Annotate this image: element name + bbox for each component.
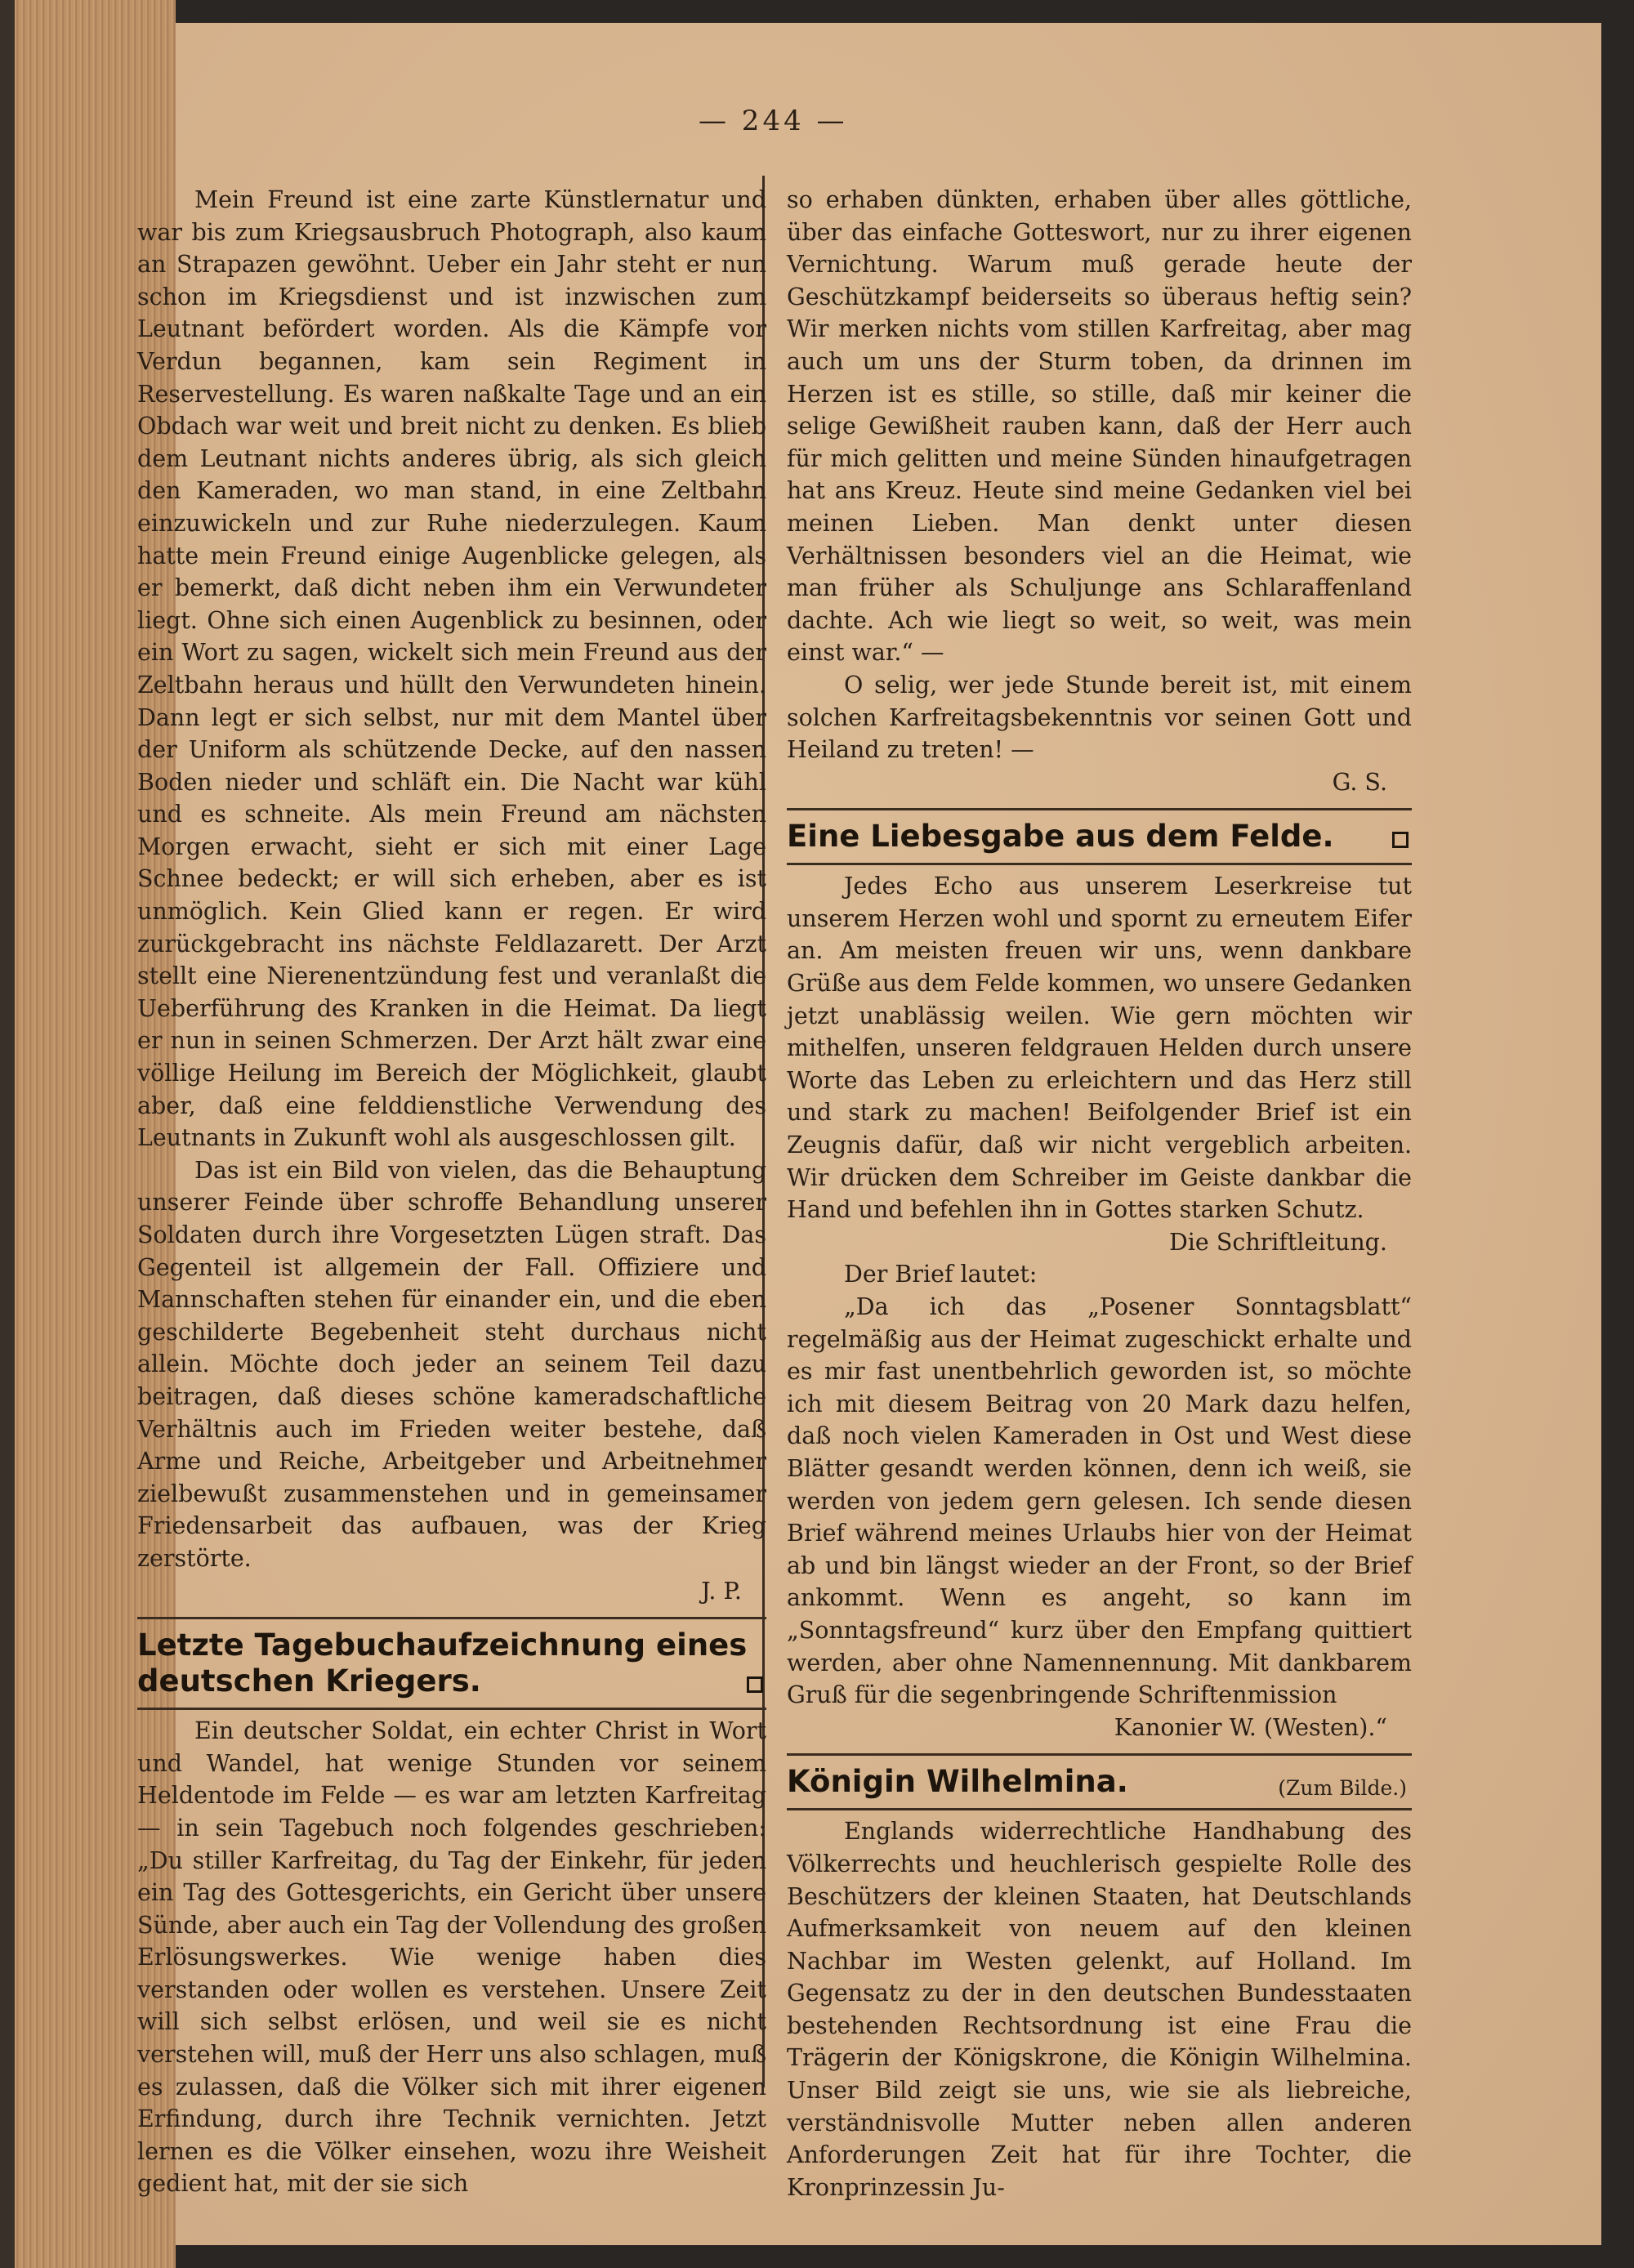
queen-paragraph: Englands widerrechtliche Handhabung des Völkerrechts und heuchlerisch gespielte Rolle des Beschützers der kleinen Staaten, hat Deutschlands Aufmerksamkeit von neuem auf den kleinen Nachbar im Westen gelenkt, auf Holland. Im Gegensatz zu der in den deutschen Bundesstaaten bestehenden Rechtsordnung ist eine Frau die Trägerin der Königskrone, die Königin Wilhelmina. Unser Bild zeigt sie uns, wie sie als liebreiche, verständnisvolle Mutter neben allen anderen Anforderungen Zeit hat für ihre Tochter, die Kronprinzessin Ju- — [787, 1818, 1412, 2201]
letter-signature: Kanonier W. (Westen).“ — [1114, 1713, 1387, 1741]
editor-signature: Die Schriftleitung. — [1168, 1228, 1387, 1256]
diary-closing: O selig, wer jede Stunde bereit ist, mit einem solchen Karfreitagsbekenntnis vor seinen Gott und Heiland zu treten! — — [787, 671, 1412, 764]
page-number: — 244 — — [699, 105, 848, 137]
letter-text: „Da ich das „Posener Sonntagsblatt“ regelmäßig aus der Heimat zugeschickt erhalte und es mir fast unentbehrlich geworden ist, so möchte ich mit diesem Beitrag von 20 Mark dazu helfen, daß noch vielen Kameraden in Ost und West diese Blätter gesandt werden können, denn ich weiß, sie werden von jedem gern gelesen. Ich sende diesen Brief während meines Urlaubs hier von der Heimat ab und bin längst wieder an der Front, so der Brief ankommt. Wenn es angeht, so kann im „Sonntagsfreund“ kurz über den Empfang quittiert werden, aber ohne Namennennung. Mit dankbarem Gruß für die segenbringende Schriftenmission — [787, 1293, 1412, 1709]
heading-note: (Zum Bilde.) — [1278, 1776, 1407, 1801]
gift-paragraph: Jedes Echo aus unserem Leserkreise tut unserem Herzen wohl und spornt zu erneutem Eifer an. Am meisten freuen wir uns, wenn dankbare Grüße aus dem Felde kommen, wo unsere Gedanken jetzt unablässig weilen. Wie gern möchten wir mithelfen, unseren feldgrauen Helden durch unsere Worte das Leben zu erleichtern und das Herz still und stark zu machen! Beifolgender Brief ist ein Zeugnis dafür, daß wir nicht vergeblich arbeiten. Wir drücken dem Schreiber im Geiste dankbar die Hand und befehlen ihn in Gottes starken Schutz. — [787, 873, 1412, 1224]
right-column — [787, 184, 1412, 2203]
article-heading-queen — [787, 1753, 1412, 1810]
story-signature: J. P. — [701, 1577, 742, 1605]
heading-text: Letzte Tagebuchaufzeichnung eines deutschen Kriegers. — [137, 1627, 748, 1699]
end-box-icon — [747, 1676, 763, 1693]
heading-text: Königin Wilhelmina. — [787, 1764, 1128, 1800]
end-box-icon — [1392, 832, 1409, 848]
left-column — [137, 184, 766, 2200]
article-heading-diary — [137, 1617, 766, 1710]
diary-signature: G. S. — [1332, 768, 1387, 796]
article-heading-gift — [787, 808, 1412, 865]
diary-paragraph: Ein deutscher Soldat, ein echter Christ in Wort und Wandel, hat wenige Stunden vor seinem Heldentode im Felde — es war am letzten Karfreitag — in sein Tagebuch noch folgendes geschrieben: „Du stiller Karfreitag, du Tag der Einkehr, für jeden ein Tag des Gottesgerichts, ein Gericht über unsere Sünde, aber auch ein Tag der Vollendung des großen Erlösungswerkes. Wie wenige haben dies verstanden oder wollen es verstehen. Unsere Zeit will sich selbst erlösen, und weil sie es nicht verstehen will, muß der Herr uns also schlagen, muß es zulassen, daß die Völker sich mit ihrer eigenen Erfindung, durch ihre Technik vernichten. Jetzt lernen es die Völker einsehen, wozu ihre Weisheit gedient hat, mit der sie sich — [137, 1717, 766, 2198]
story-paragraph: Das ist ein Bild von vielen, das die Behauptung unserer Feinde über schroffe Behandlung unserer Soldaten durch ihre Vorgesetzten Lügen straft. Das Gegenteil ist allgemein der Fall. Offiziere und Mannschaften stehen für einander ein, und die eben geschilderte Begebenheit steht durchaus nicht allein. Möchte doch jeder an seinem Teil dazu beitragen, daß dieses schöne kameradschaftliche Verhältnis auch im Frieden weiter bestehe, daß Arme und Reiche, Arbeitgeber und Arbeitnehmer zielbewußt zusammenstehen und in gemeinsamer Friedensarbeit das aufbauen, was der Krieg zerstörte. — [137, 1156, 766, 1572]
story-paragraph: Mein Freund ist eine zarte Künstlernatur und war bis zum Kriegsausbruch Photograph, also kaum an Strapazen gewöhnt. Ueber ein Jahr steht er nun schon im Kriegsdienst und ist inzwischen zum Leutnant befördert worden. Als die Kämpfe vor Verdun begannen, kam sein Regiment in Reservestellung. Es waren naßkalte Tage und an ein Obdach war weit und breit nicht zu denken. Es blieb dem Leutnant nichts anderes übrig, als sich gleich den Kameraden, wo man stand, in eine Zeltbahn einzuwickeln und zur Ruhe niederzulegen. Kaum hatte mein Freund einige Augenblicke gelegen, als er bemerkt, daß dicht neben ihm ein Verwundeter liegt. Ohne sich einen Augenblick zu besinnen, oder ein Wort zu sagen, wickelt sich mein Freund aus der Zeltbahn heraus und hüllt den Verwundeten hinein. Dann legt er sich selbst, nur mit dem Mantel über der Uniform als schützende Decke, auf den nassen Boden nieder und schläft ein. Die Nacht war kühl und es schneite. Als mein Freund am nächsten Morgen erwacht, sieht er sich mit einer Lage Schnee bedeckt; er will sich erheben, aber es ist unmöglich. Kein Glied kann er regen. Er wird zurückgebracht ins nächste Feldlazarett. Der Arzt stellt eine Nierenentzündung fest und veranlaßt die Ueberführung des Kranken in die Heimat. Da liegt er nun in seinen Schmerzen. Der Arzt hält zwar eine völlige Heilung im Bereich der Möglichkeit, glaubt aber, daß eine felddienstliche Verwendung des Leutnants in Zukunft wohl als ausgeschlossen gilt. — [137, 186, 766, 1152]
diary-continuation: so erhaben dünkten, erhaben über alles göttliche, über das einfache Gotteswort, nur zu ihrer eigenen Vernichtung. Warum muß gerade heute der Geschützkampf beiderseits so überaus heftig sein? Wir merken nichts vom stillen Karfreitag, aber mag auch um uns der Sturm toben, da drinnen im Herzen ist es stille, so stille, daß mir keiner die selige Gewißheit rauben kann, daß der Herr auch für mich gelitten und meine Sünden hinaufgetragen hat ans Kreuz. Heute sind meine Gedanken viel bei meinen Lieben. Man denkt unter diesen Verhältnissen besonders viel an die Heimat, wie man früher als Schuljunge ans Schlaraffenland dachte. Ach wie liegt so weit, so weit, was mein einst war.“ — — [787, 186, 1412, 667]
letter-intro: Der Brief lautet: — [844, 1261, 1038, 1288]
heading-text: Eine Liebesgabe aus dem Felde. — [787, 819, 1334, 855]
